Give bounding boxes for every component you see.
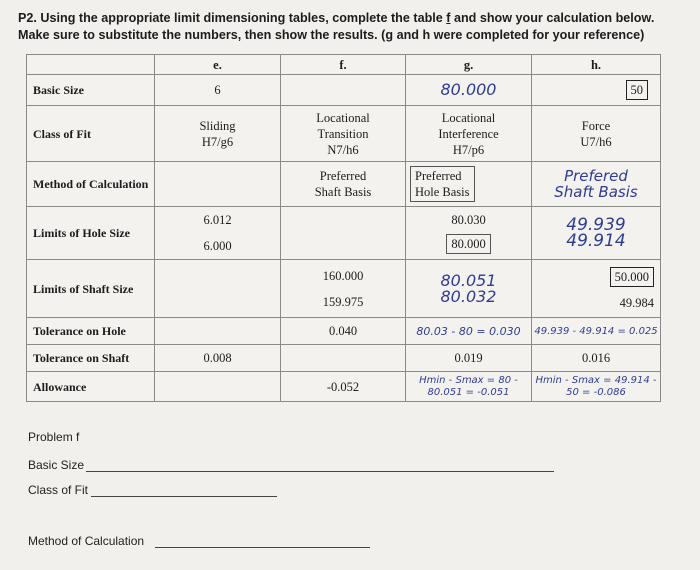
label-basic-size: Basic Size: [27, 75, 155, 106]
g-class-of-fit: [406, 106, 532, 162]
corner-cell: [27, 55, 155, 75]
h-class-of-fit: [532, 106, 661, 162]
problem-f-class-of-fit-label: Class of Fit: [28, 483, 89, 497]
label-class-of-fit: Class of Fit: [27, 106, 155, 162]
g-method-line-2: Hole Basis: [415, 185, 470, 199]
row-method: [27, 162, 661, 207]
g-hole-limits: [406, 207, 532, 260]
h-method-line-1: Prefered: [564, 167, 628, 185]
e-hole-upper: 6.012: [203, 213, 232, 227]
h-basic-size-box: 50: [626, 80, 649, 100]
problem-f-method-label: Method of Calculation: [28, 534, 145, 548]
g-basic-size: [406, 75, 532, 106]
e-shaft-limits[interactable]: [155, 260, 281, 318]
g-allowance: [406, 372, 532, 402]
g-fit-line-2: Interference: [438, 126, 499, 141]
method-answer-line[interactable]: [155, 547, 370, 548]
label-allowance: Allowance: [27, 372, 155, 402]
column-header-row: [27, 55, 661, 75]
f-hole-limits[interactable]: [281, 207, 406, 260]
h-shaft-lower: 49.984: [619, 295, 654, 310]
label-shaft-limits: Limits of Shaft Size: [27, 260, 155, 318]
class-of-fit-answer-line[interactable]: [91, 496, 277, 497]
g-tolerance-hole-handwritten: 80.03 - 80 = 0.030: [416, 324, 521, 338]
f-allowance: -0.052: [281, 372, 406, 402]
limits-table: [26, 54, 661, 402]
g-method-line-1: Preferred: [415, 169, 462, 183]
e-method[interactable]: [155, 162, 281, 207]
h-allowance: [532, 372, 661, 402]
h-fit-line-1: Force: [581, 118, 611, 133]
h-tolerance-hole-handwritten: 49.939 - 49.914 = 0.025: [534, 326, 658, 337]
f-method-line-1: Preferred: [319, 169, 367, 183]
g-fit-line-3: H7/p6: [452, 142, 485, 157]
column-header-e: e.: [155, 55, 281, 75]
g-shaft-lower: 80.032: [440, 286, 497, 306]
h-fit-line-2: U7/h6: [580, 134, 612, 149]
h-shaft-upper: 50.000: [610, 267, 654, 287]
column-header-h: h.: [532, 55, 661, 75]
row-basic-size: [27, 75, 661, 106]
instruction-line-2: Make sure to substitute the numbers, then show the results. (g and h were completed for your reference): [18, 28, 645, 42]
problem-f-basic-size-label: Basic Size: [28, 458, 85, 472]
e-allowance[interactable]: [155, 372, 281, 402]
g-hole-upper: 80.030: [451, 213, 486, 227]
g-tolerance-hole: [406, 318, 532, 345]
f-shaft-upper: 160.000: [322, 268, 364, 283]
h-hole-lower: 49.914: [566, 231, 626, 251]
f-fit-line-1: Locational: [316, 110, 370, 125]
g-shaft-limits: [406, 260, 532, 318]
problem-f-title: Problem f: [28, 430, 80, 444]
label-method: Method of Calculation: [27, 162, 155, 207]
g-hole-lower: 80.000: [446, 234, 490, 254]
f-class-of-fit: [281, 106, 406, 162]
h-hole-upper: 49.939: [566, 215, 626, 235]
f-basic-size[interactable]: [281, 75, 406, 106]
g-shaft-upper: 80.051: [440, 270, 497, 290]
row-class-of-fit: [27, 106, 661, 162]
f-shaft-limits: [281, 260, 406, 318]
g-fit-line-1: Locational: [441, 110, 496, 125]
label-tolerance-hole: Tolerance on Hole: [27, 318, 155, 345]
e-fit-line-2: H7/g6: [201, 134, 234, 149]
e-hole-lower: 6.000: [203, 239, 232, 253]
row-shaft-limits: [27, 260, 661, 318]
f-method-line-2: Shaft Basis: [314, 185, 372, 199]
problem-header: [18, 10, 688, 44]
basic-size-answer-line[interactable]: [86, 471, 554, 472]
h-tolerance-shaft: 0.016: [532, 345, 661, 372]
e-tolerance-hole[interactable]: [155, 318, 281, 345]
g-allowance-line-2: 80.051 = -0.051: [427, 386, 510, 398]
e-tolerance-shaft: 0.008: [155, 345, 281, 372]
e-class-of-fit: [155, 106, 281, 162]
f-fit-line-2: Transition: [317, 126, 369, 141]
h-shaft-limits: [532, 260, 661, 318]
g-method-box: [410, 166, 475, 202]
f-tolerance-hole: 0.040: [281, 318, 406, 345]
h-hole-limits: [532, 207, 661, 260]
f-shaft-lower: 159.975: [322, 294, 364, 309]
column-header-g: g.: [406, 55, 532, 75]
instruction-line-1: P2. Using the appropriate limit dimensioning tables, complete the table f and show your calculation below.: [18, 11, 655, 25]
h-basic-size: [532, 75, 661, 106]
g-allowance-line-1: Hmin - Smax = 80 -: [419, 374, 518, 386]
g-tolerance-shaft: 0.019: [406, 345, 532, 372]
g-method: [406, 162, 532, 207]
label-hole-limits: Limits of Hole Size: [27, 207, 155, 260]
h-method-line-2: Shaft Basis: [554, 183, 638, 201]
row-allowance: [27, 372, 661, 402]
f-method: [281, 162, 406, 207]
e-fit-line-1: Sliding: [199, 118, 236, 133]
row-hole-limits: [27, 207, 661, 260]
e-hole-limits: [155, 207, 281, 260]
e-basic-size: 6: [155, 75, 281, 106]
label-tolerance-shaft: Tolerance on Shaft: [27, 345, 155, 372]
h-allowance-line-2: 50 = -0.086: [566, 386, 626, 398]
row-tolerance-shaft: [27, 345, 661, 372]
h-allowance-line-1: Hmin - Smax = 49.914 -: [535, 374, 657, 386]
row-tolerance-hole: [27, 318, 661, 345]
f-tolerance-shaft[interactable]: [281, 345, 406, 372]
column-header-f: f.: [281, 55, 406, 75]
f-fit-line-3: N7/h6: [327, 142, 359, 157]
h-tolerance-hole: [532, 318, 661, 345]
h-method: [532, 162, 661, 207]
g-basic-size-handwritten: 80.000: [440, 79, 497, 99]
